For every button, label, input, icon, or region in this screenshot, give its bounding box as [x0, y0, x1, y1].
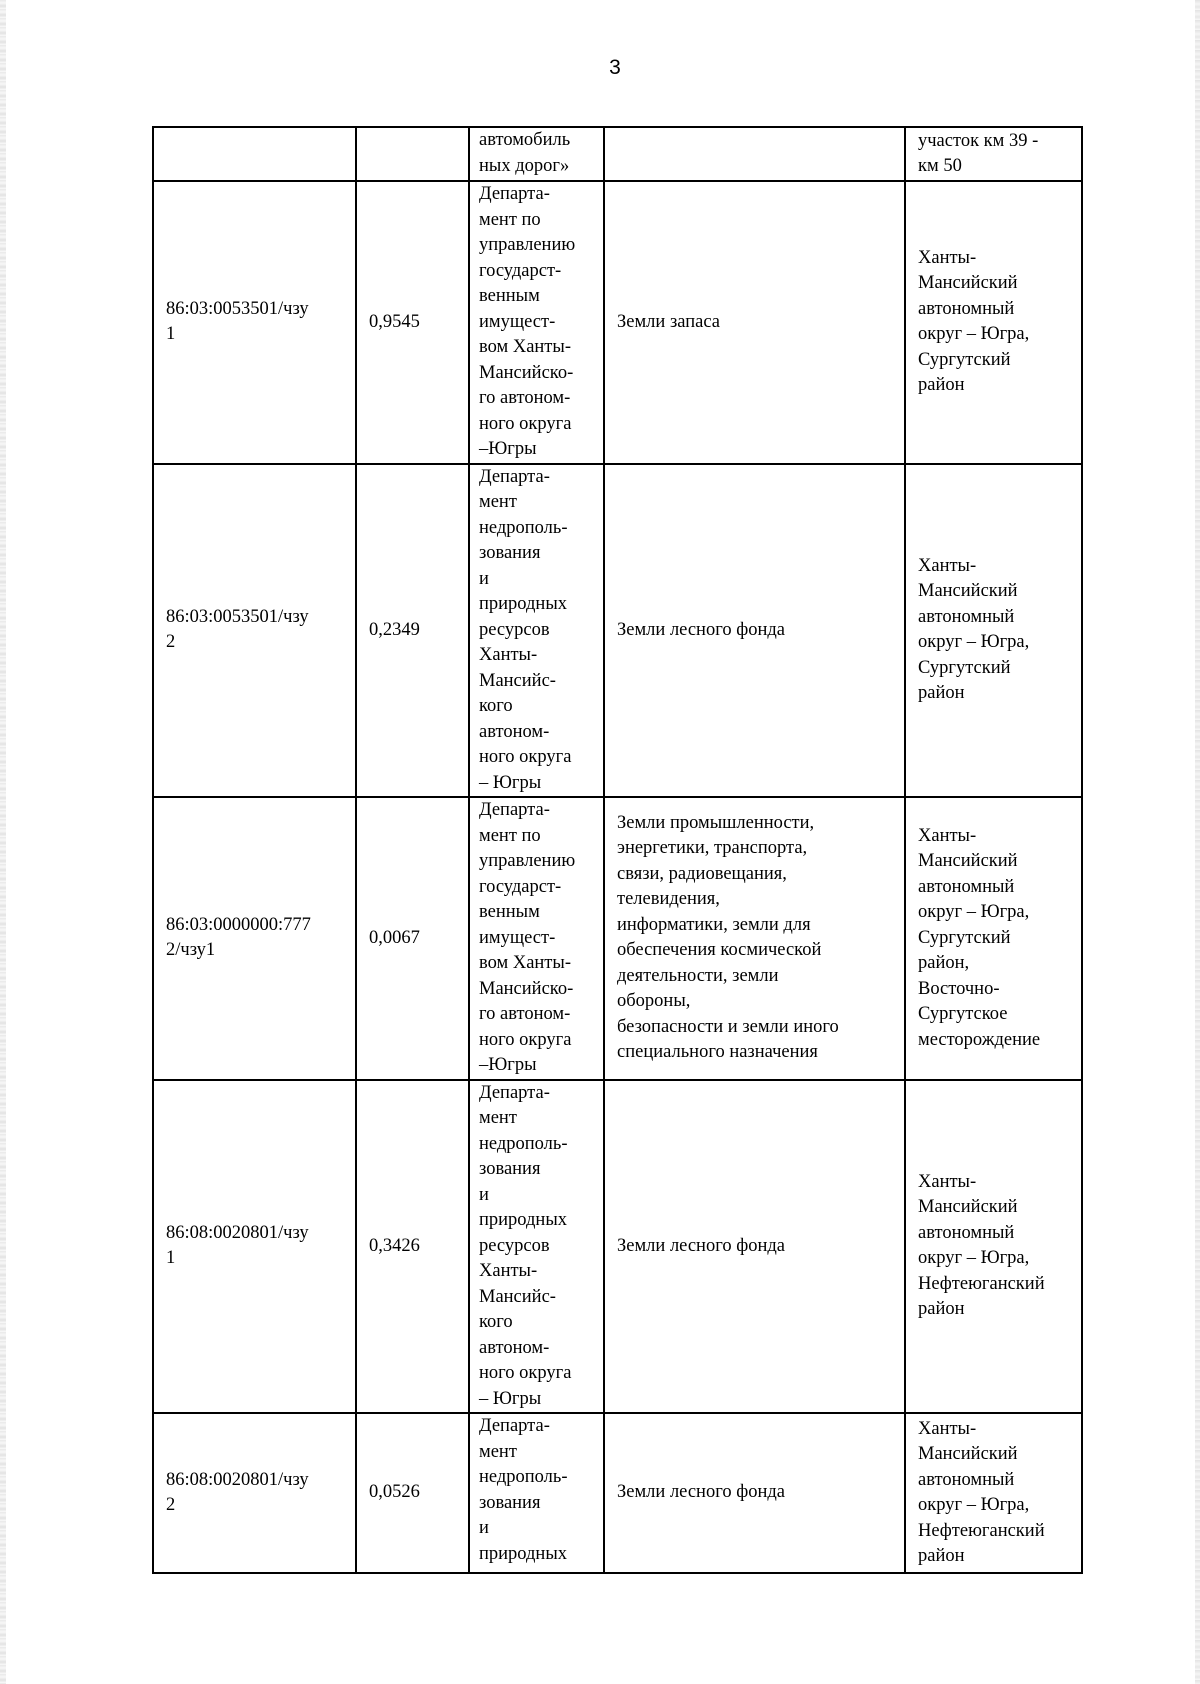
- owner-cell: Департа- мент по управлению государст- венным имущест- вом Ханты- Мансийско- го автоном- ного округа –Югры: [469, 797, 604, 1080]
- land-category-cell: Земли лесного фонда: [604, 464, 905, 798]
- land-category-cell: Земли лесного фонда: [604, 1080, 905, 1414]
- area-cell: 0,2349: [356, 464, 469, 798]
- cadastral-number-cell: 86:03:0053501/чзу 1: [153, 181, 356, 464]
- cadastral-number-cell: 86:03:0053501/чзу 2: [153, 464, 356, 798]
- location-cell: Ханты- Мансийский автономный округ – Югра, Нефтеюганский район: [905, 1080, 1082, 1414]
- table-row: [153, 127, 1082, 181]
- land-category-cell: Земли запаса: [604, 181, 905, 464]
- cadastral-number-cell: [153, 127, 356, 181]
- location-cell: участок км 39 - км 50: [905, 127, 1082, 181]
- land-plots-table: [152, 126, 1083, 1574]
- scan-edge-right: [1195, 0, 1200, 1684]
- table-row: [153, 797, 1082, 1080]
- table-row: [153, 464, 1082, 798]
- location-cell: Ханты- Мансийский автономный округ – Югра, Сургутский район, Восточно- Сургутское месторождение: [905, 797, 1082, 1080]
- owner-cell: Департа- мент недрополь- зования и природных ресурсов Ханты- Мансийс- кого автоном- ного округа – Югры: [469, 1080, 604, 1414]
- area-cell: [356, 127, 469, 181]
- table-row: [153, 1413, 1082, 1573]
- table-row: [153, 181, 1082, 464]
- cadastral-number-cell: 86:08:0020801/чзу 2: [153, 1413, 356, 1573]
- owner-cell: Департа- мент недрополь- зования и природных: [469, 1413, 604, 1573]
- area-cell: 0,3426: [356, 1080, 469, 1414]
- location-cell: Ханты- Мансийский автономный округ – Югра, Нефтеюганский район: [905, 1413, 1082, 1573]
- area-cell: 0,0067: [356, 797, 469, 1080]
- location-cell: Ханты- Мансийский автономный округ – Югра, Сургутский район: [905, 181, 1082, 464]
- page-number: 3: [609, 56, 621, 79]
- land-category-cell: [604, 127, 905, 181]
- table-row: [153, 1080, 1082, 1414]
- land-category-cell: Земли промышленности, энергетики, транспорта, связи, радиовещания, телевидения, информатики, земли для обеспечения космической деятельности, земли обороны, безопасности и земли иного специального назначения: [604, 797, 905, 1080]
- cadastral-number-cell: 86:08:0020801/чзу 1: [153, 1080, 356, 1414]
- land-category-cell: Земли лесного фонда: [604, 1413, 905, 1573]
- area-cell: 0,0526: [356, 1413, 469, 1573]
- owner-cell: Департа- мент по управлению государст- венным имущест- вом Ханты- Мансийско- го автоном- ного округа –Югры: [469, 181, 604, 464]
- owner-cell: автомобиль ных дорог»: [469, 127, 604, 181]
- area-cell: 0,9545: [356, 181, 469, 464]
- cadastral-number-cell: 86:03:0000000:777 2/чзу1: [153, 797, 356, 1080]
- scan-edge-left: [0, 0, 6, 1684]
- owner-cell: Департа- мент недрополь- зования и природных ресурсов Ханты- Мансийс- кого автоном- ного округа – Югры: [469, 464, 604, 798]
- location-cell: Ханты- Мансийский автономный округ – Югра, Сургутский район: [905, 464, 1082, 798]
